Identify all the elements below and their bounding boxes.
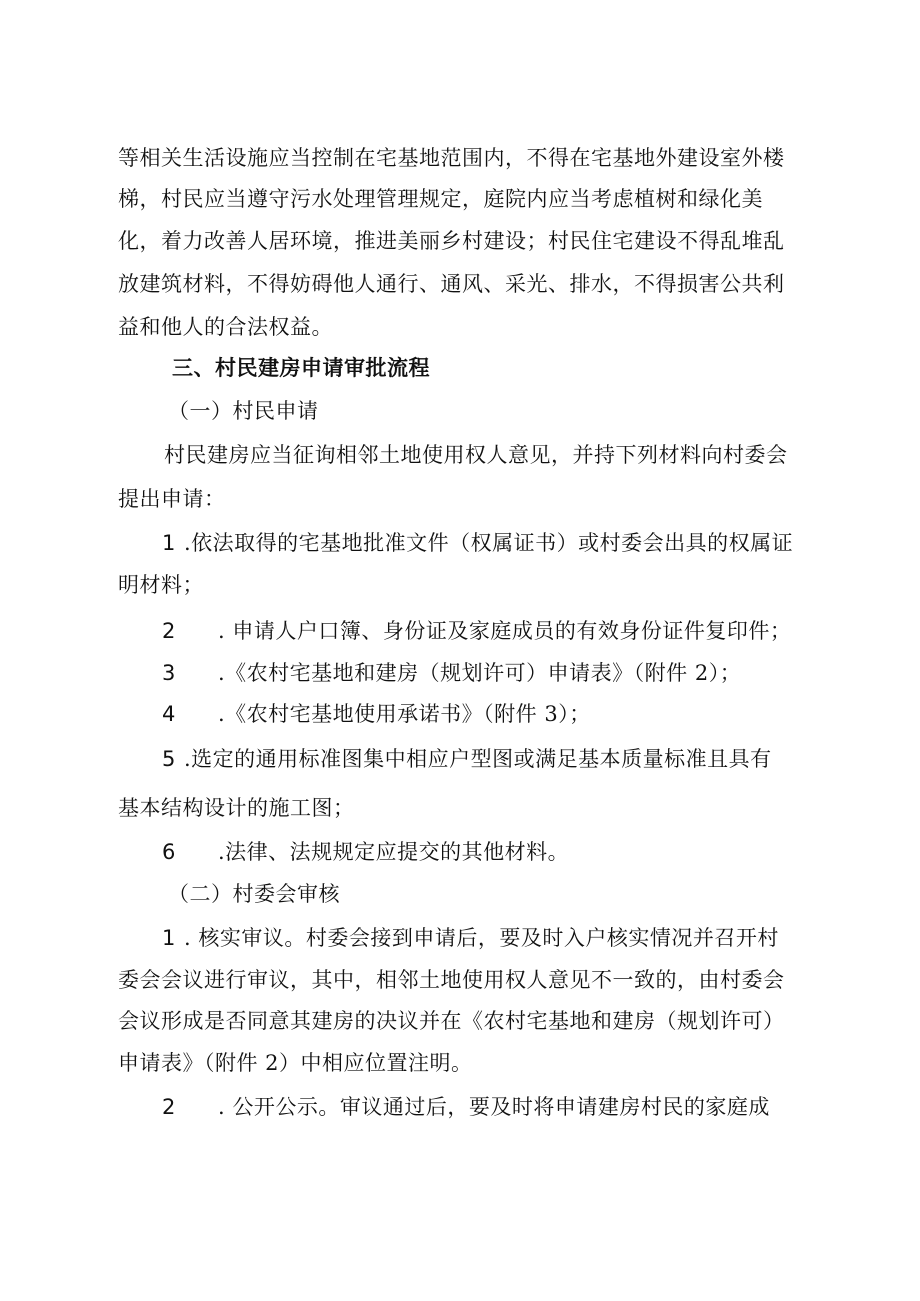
list-item-text: .《农村宅基地和建房（规划许可）申请表》（附件 2）； bbox=[218, 661, 742, 685]
list-item-text: .《农村宅基地使用承诺书》（附件 3）； bbox=[218, 702, 591, 726]
list-item bbox=[162, 745, 772, 773]
list-item bbox=[162, 529, 793, 557]
list-item-continuation: 申请表》（附件 2）中相应位置注明。 bbox=[118, 1051, 473, 1075]
list-item-continuation: 委会会议进行审议，其中，相邻土地使用权人意见不一致的，由村委会 bbox=[118, 968, 785, 992]
list-item-text: .选定的通用标准图集中相应户型图或满足基本质量标准且具有 bbox=[184, 747, 772, 771]
paragraph-line: 提出申请： bbox=[118, 487, 226, 511]
list-item-text: . 公开公示。审议通过后，要及时将申请建房村民的家庭成 bbox=[218, 1095, 770, 1119]
list-item-number: 1 bbox=[162, 926, 176, 950]
list-item bbox=[162, 617, 791, 645]
list-item-text: . 核实审议。村委会接到申请后，要及时入户核实情况并召开村 bbox=[184, 926, 779, 950]
list-item-text: .法律、法规规定应提交的其他材料。 bbox=[218, 840, 570, 864]
list-item-number: 5 bbox=[162, 747, 176, 771]
list-item-number: 2 bbox=[162, 1095, 176, 1119]
paragraph-line: 益和他人的合法权益。 bbox=[118, 315, 333, 339]
list-item bbox=[162, 700, 591, 728]
list-item-continuation: 基本结构设计的施工图； bbox=[118, 796, 355, 820]
list-item-number: 4 bbox=[162, 702, 176, 726]
section-heading: 三、村民建房申请审批流程 bbox=[172, 356, 430, 380]
paragraph-line: 梯，村民应当遵守污水处理管理规定，庭院内应当考虑植树和绿化美 bbox=[118, 187, 763, 211]
paragraph-line: 化，着力改善人居环境，推进美丽乡村建设；村民住宅建设不得乱堆乱 bbox=[118, 229, 785, 253]
list-item-text: .依法取得的宅基地批准文件（权属证书）或村委会出具的权属证 bbox=[184, 531, 794, 555]
paragraph-line: 放建筑材料，不得妨碍他人通行、通风、采光、排水，不得损害公共利 bbox=[118, 272, 785, 296]
paragraph-line: 村民建房应当征询相邻土地使用权人意见，并持下列材料向村委会 bbox=[164, 443, 788, 467]
list-item-number: 3 bbox=[162, 661, 176, 685]
list-item-continuation: 会议形成是否同意其建房的决议并在《农村宅基地和建房（规划许可） bbox=[118, 1009, 785, 1033]
list-item-number: 2 bbox=[162, 619, 176, 643]
list-item bbox=[162, 1093, 770, 1121]
list-item-continuation: 明材料； bbox=[118, 573, 204, 597]
list-item-text: . 申请人户口簿、身份证及家庭成员的有效身份证件复印件； bbox=[218, 619, 792, 643]
list-item bbox=[162, 659, 741, 687]
subsection-heading: （一）村民申请 bbox=[168, 399, 319, 423]
list-item bbox=[162, 838, 569, 866]
subsection-heading: （二）村委会审核 bbox=[168, 882, 340, 906]
paragraph-line: 等相关生活设施应当控制在宅基地范围内，不得在宅基地外建设室外楼 bbox=[118, 146, 785, 170]
list-item-number: 6 bbox=[162, 840, 176, 864]
list-item-number: 1 bbox=[162, 531, 176, 555]
list-item bbox=[162, 924, 779, 952]
